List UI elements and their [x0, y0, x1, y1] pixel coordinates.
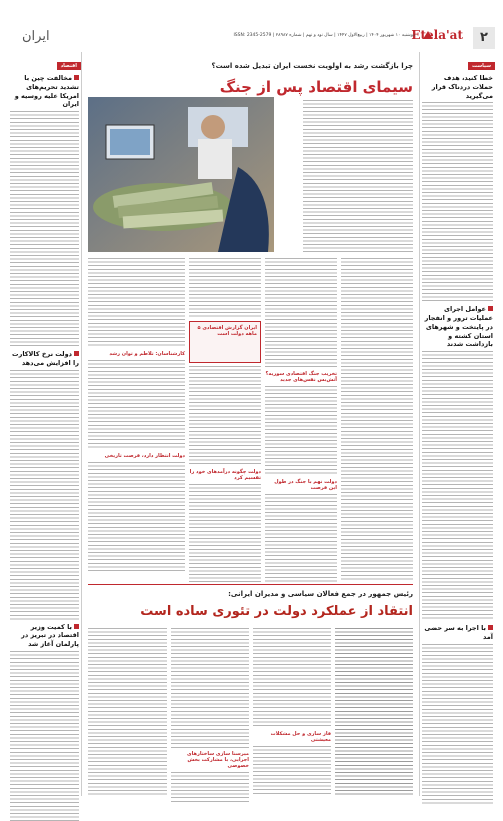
left-column	[8, 52, 82, 796]
section-tag: اقتصاد	[57, 62, 81, 70]
page-header	[8, 27, 495, 51]
lead-subhead: دولت چگونه درآمدهای خود را تقسیم کرد	[189, 469, 261, 481]
second-kicker: رئیس جمهور در جمع فعالان سیاسی و مدیران ایرانی:	[228, 590, 413, 598]
second-body-col-4	[88, 628, 167, 796]
lead-body-col-3	[189, 258, 261, 580]
page-number: ۲	[473, 27, 495, 49]
lead-body-col-2	[265, 258, 337, 580]
left-body-3	[10, 651, 79, 821]
lead-headline: سیمای اقتصاد پس از جنگ	[219, 78, 413, 96]
bullet-icon	[74, 351, 79, 356]
left-headline-2: دولت نرخ کالاکارت را افزایش می‌دهد	[12, 350, 79, 367]
dateline: دوشنبه ۱۰ شهریور ۱۴۰۴ | ربیع‌الاول ۱۴۴۷ | سال نود و نهم | شماره ۲۸۹۸۷ | ISSN: 2345-2579	[233, 33, 415, 38]
lead-kicker: چرا بازگشت رشد به اولویت نخست ایران تبدیل شده است؟	[211, 62, 413, 70]
story-divider	[88, 584, 413, 585]
lead-subhead: کارشناسان: تلاطم و توان رشد	[109, 351, 185, 357]
lead-subhead: دولت نهم با جنگ در طول این فرصت	[274, 479, 337, 491]
right-headline-3: با اجرا به سر حضی آمد	[424, 624, 493, 641]
lead-photo	[88, 97, 274, 252]
right-body-2	[422, 351, 493, 621]
pull-quote-box	[189, 321, 261, 363]
right-headline-1: خطا کنید، هدف حملات دردناک قرار می‌گیرید	[431, 74, 493, 100]
left-headline-3: با کمیت وزیر اقتصاد در تبریز در پارلمان آغاز شد	[21, 622, 79, 649]
right-body-3	[422, 644, 493, 804]
bullet-icon	[488, 306, 493, 311]
right-headline-2: عوامل اجرای عملیات ترور و انفجار در پایتخت و شهرهای استان کشته و بازداشت شدند	[424, 305, 493, 349]
left-body-2	[10, 370, 79, 620]
right-column	[419, 52, 495, 796]
second-body-col-1	[335, 628, 413, 796]
second-headline: انتقاد از عملکرد دولت در تئوری ساده است	[140, 604, 413, 619]
bullet-icon	[488, 625, 493, 630]
lead-subhead: ایران گزارش اقتصادی ۵ ماهه دولت است	[197, 325, 257, 337]
lead-body-col-4	[88, 258, 185, 580]
newspaper-logo: Etela'at	[411, 28, 463, 42]
right-body-1	[422, 102, 493, 302]
left-headline-1: مخالفت چین با تشدید تحریم‌های امریکا علیه روسیه و ایران	[14, 74, 79, 109]
main-column	[88, 52, 413, 796]
section-tag: سیاست	[468, 62, 495, 70]
lead-body-top	[303, 100, 413, 252]
second-body-col-3	[171, 628, 249, 796]
second-subhead: میرسنا سازی ساختارهای اجرایی، با مشارکت بخش خصوصی	[187, 751, 249, 769]
lead-subhead: دولت انتظار دارد، فرصت تاریخی	[104, 453, 185, 459]
bullet-icon	[74, 624, 79, 629]
lead-subhead: تخریب جنگ اقتصادی سوریه؟ آتش‌بس نفس‌های جدید	[265, 371, 337, 383]
lead-body-col-1	[341, 258, 413, 580]
second-body-col-2	[253, 628, 331, 796]
bullet-icon	[74, 75, 79, 80]
money-counting-photo	[88, 97, 274, 252]
second-subhead: فاز ساری و حل مشکلات معیشتی	[270, 731, 331, 743]
section-title: ایران	[22, 29, 50, 44]
left-body-1	[10, 111, 79, 347]
